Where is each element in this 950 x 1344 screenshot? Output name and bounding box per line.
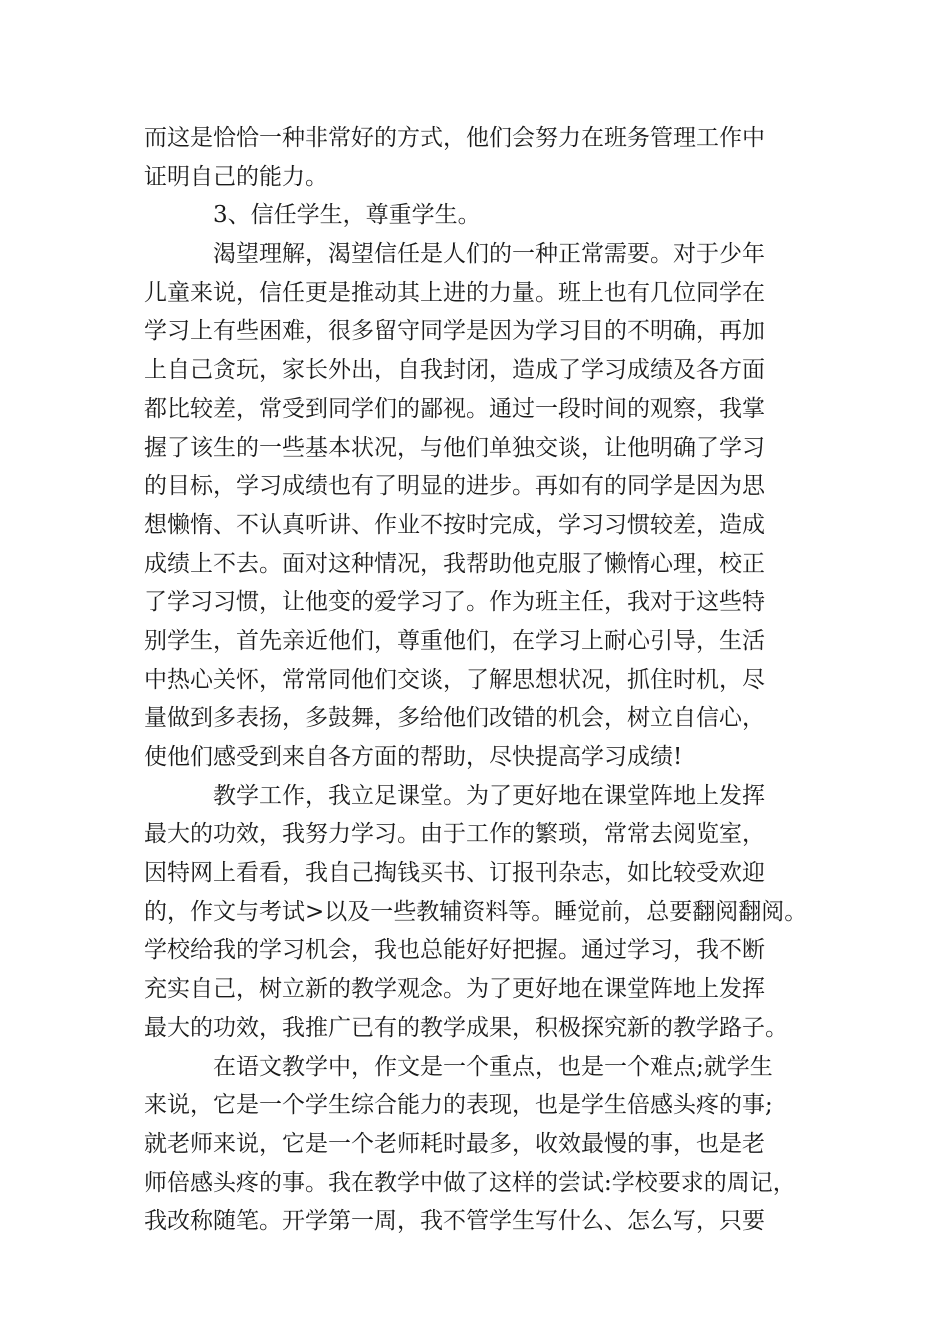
text-line: 别学生，首先亲近他们，尊重他们，在学习上耐心引导，生活 [144, 627, 765, 654]
text-line: 渴望理解，渴望信任是人们的一种正常需要。对于少年 [213, 241, 765, 268]
text-line: 就老师来说，它是一个老师耗时最多，收效最慢的事，也是老 [144, 1130, 765, 1157]
text-line: 的，作文与考试>以及一些教辅资料等。睡觉前，总要翻阅翻阅。 [144, 898, 808, 925]
text-line: 证明自己的能力。 [144, 163, 328, 190]
text-line: 握了该生的一些基本状况，与他们单独交谈，让他明确了学习 [144, 434, 765, 461]
text-line: 成绩上不去。面对这种情况，我帮助他克服了懒惰心理，校正 [144, 550, 765, 577]
text-line: 量做到多表扬，多鼓舞，多给他们改错的机会，树立自信心， [144, 705, 765, 732]
text-line: 都比较差，常受到同学们的鄙视。通过一段时间的观察，我掌 [144, 395, 765, 422]
text-line: 而这是恰恰一种非常好的方式，他们会努力在班务管理工作中 [144, 125, 765, 151]
text-line: 最大的功效，我推广已有的教学成果，积极探究新的教学路子。 [144, 1014, 788, 1041]
text-line: 中热心关怀，常常同他们交谈，了解思想状况，抓住时机，尽 [144, 666, 765, 693]
text-line: 了学习习惯，让他变的爱学习了。作为班主任，我对于这些特 [144, 589, 765, 616]
text-line: 学习上有些困难，很多留守同学是因为学习目的不明确，再加 [144, 318, 765, 345]
text-line: 师倍感头疼的事。我在教学中做了这样的尝试:学校要求的周记， [144, 1169, 796, 1196]
text-line: 学校给我的学习机会，我也总能好好把握。通过学习，我不断 [144, 937, 765, 964]
body-text [144, 119, 824, 1241]
text-line: 教学工作，我立足课堂。为了更好地在课堂阵地上发挥 [213, 782, 765, 809]
text-line: 最大的功效，我努力学习。由于工作的繁琐，常常去阅览室， [144, 821, 765, 848]
text-line: 使他们感受到来自各方面的帮助，尽快提高学习成绩! [144, 744, 683, 770]
text-line: 因特网上看看，我自己掏钱买书、订报刊杂志，如比较受欢迎 [144, 860, 765, 887]
text-line: 在语文教学中，作文是一个重点，也是一个难点;就学生 [213, 1053, 773, 1080]
text-line: 充实自己，树立新的教学观念。为了更好地在课堂阵地上发挥 [144, 976, 765, 1003]
text-line: 想懒惰、不认真听讲、作业不按时完成，学习习惯较差，造成 [144, 511, 765, 538]
text-line: 的目标，学习成绩也有了明显的进步。再如有的同学是因为思 [144, 473, 765, 500]
text-line: 上自己贪玩，家长外出，自我封闭，造成了学习成绩及各方面 [144, 357, 765, 384]
text-line: 我改称随笔。开学第一周，我不管学生写什么、怎么写，只要 [144, 1208, 765, 1235]
text-line: 儿童来说，信任更是推动其上进的力量。班上也有几位同学在 [144, 279, 765, 306]
text-line: 来说，它是一个学生综合能力的表现，也是学生倍感头疼的事; [144, 1092, 773, 1119]
text-line: 3、信任学生，尊重学生。 [213, 202, 481, 229]
